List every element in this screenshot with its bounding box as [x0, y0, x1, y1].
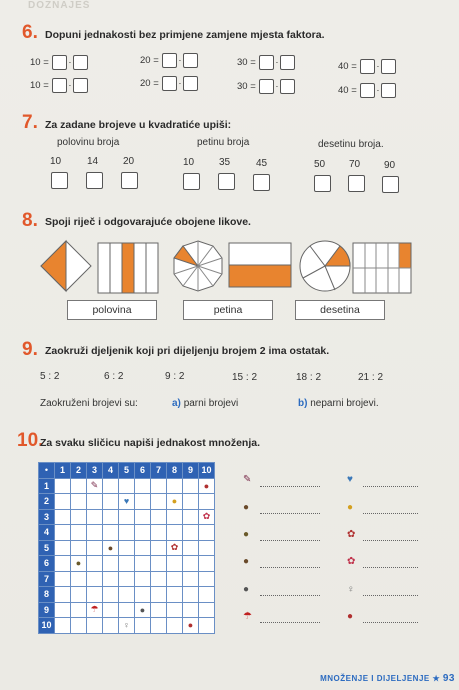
- num-90: 90: [384, 160, 396, 171]
- answer-box[interactable]: [253, 174, 270, 191]
- division-item[interactable]: 5 : 2: [40, 371, 60, 382]
- row-header: 4: [39, 525, 55, 541]
- num-45: 45: [256, 158, 268, 169]
- eq-8: 40 = ·: [338, 83, 397, 98]
- exercise-9-title: Zaokruži djeljenik koji pri dijeljenju brojem 2 ima ostatak.: [45, 345, 330, 357]
- answer-line[interactable]: [260, 594, 320, 596]
- ball-icon: ●: [243, 529, 250, 540]
- answer-line[interactable]: [260, 566, 320, 568]
- answer-box[interactable]: [73, 55, 88, 70]
- bug-icon: ●: [243, 584, 250, 595]
- eq-5: 10 = ·: [30, 78, 89, 93]
- answer-box[interactable]: [280, 79, 295, 94]
- row-header: 3: [39, 509, 55, 525]
- shapes-row: [0, 236, 459, 296]
- flower-icon: ✿: [199, 509, 215, 525]
- answer-box[interactable]: [381, 83, 396, 98]
- col-header: 3: [87, 463, 103, 479]
- col-header: 5: [119, 463, 135, 479]
- row-header: 6: [39, 556, 55, 572]
- bird-icon: ♥: [347, 474, 353, 485]
- num-10b: 10: [183, 157, 195, 168]
- answer-box[interactable]: [162, 76, 177, 91]
- answer-box[interactable]: [218, 173, 235, 190]
- answer-box[interactable]: [183, 173, 200, 190]
- snail-icon: ●: [103, 540, 119, 556]
- key-icon: ♀: [347, 584, 355, 595]
- division-item[interactable]: 18 : 2: [296, 372, 322, 383]
- num-70: 70: [349, 159, 361, 170]
- answer-line[interactable]: [260, 539, 320, 541]
- answer-box[interactable]: [52, 55, 67, 70]
- key-icon: ♀: [119, 618, 135, 634]
- answer-box[interactable]: [162, 53, 177, 68]
- division-item[interactable]: 21 : 2: [358, 372, 384, 383]
- num-35: 35: [219, 157, 231, 168]
- answer-box[interactable]: [381, 59, 396, 74]
- exercise-10-title: Za svaku sličicu napiši jednakost množenja.: [40, 437, 260, 449]
- option-a[interactable]: a) parni brojevi: [172, 398, 239, 409]
- answer-box[interactable]: [259, 55, 274, 70]
- group-label-tenth: desetinu broja.: [318, 139, 384, 150]
- top-header-fragment: [0, 0, 459, 14]
- bug-icon: ●: [135, 602, 151, 618]
- exercise-8-title: Spoji riječ i odgovarajuće obojene likove.: [45, 216, 251, 228]
- col-header: 8: [167, 463, 183, 479]
- answer-line[interactable]: [260, 621, 320, 623]
- grid-corner: •: [39, 463, 55, 479]
- answer-box[interactable]: [360, 83, 375, 98]
- circle-shape: [300, 241, 350, 291]
- num-20: 20: [123, 156, 135, 167]
- eq-1: 10 = ·: [30, 55, 89, 70]
- row-header: 8: [39, 587, 55, 603]
- division-item[interactable]: 6 : 2: [104, 371, 124, 382]
- row-header: 2: [39, 494, 55, 510]
- exercise-10-number: 10.: [17, 430, 44, 451]
- answer-box[interactable]: [86, 172, 103, 189]
- answer-box[interactable]: [280, 55, 295, 70]
- exercise-7-title: Za zadane brojeve u kvadratiće upiši:: [45, 119, 232, 131]
- col-header: 6: [135, 463, 151, 479]
- eq-6: 20 = ·: [140, 76, 199, 91]
- division-item[interactable]: 15 : 2: [232, 372, 258, 383]
- bird-icon: ♥: [119, 494, 135, 510]
- row-header: 9: [39, 602, 55, 618]
- answer-line[interactable]: [363, 621, 418, 623]
- exercise-9-number: 9.: [22, 339, 38, 360]
- striped-rectangle: [98, 243, 158, 293]
- flower-icon: ✿: [167, 540, 183, 556]
- answer-line[interactable]: [363, 566, 418, 568]
- answer-box[interactable]: [314, 175, 331, 192]
- answer-line[interactable]: [363, 594, 418, 596]
- tenth-grid-shape: [353, 243, 411, 293]
- col-header: 2: [71, 463, 87, 479]
- answer-line[interactable]: [260, 485, 320, 487]
- col-header: 4: [103, 463, 119, 479]
- tree-icon: ✿: [347, 556, 356, 567]
- header-text: DOZNAJEŠ: [28, 0, 91, 11]
- answer-line[interactable]: [363, 539, 418, 541]
- col-header: 7: [151, 463, 167, 479]
- col-header: 1: [55, 463, 71, 479]
- answer-box[interactable]: [183, 53, 198, 68]
- eq-3: 30 = ·: [237, 55, 296, 70]
- num-14: 14: [87, 156, 99, 167]
- row-header: 7: [39, 571, 55, 587]
- umbrella-icon: ☂: [87, 602, 103, 618]
- answer-box[interactable]: [121, 172, 138, 189]
- exercise-6-number: 6.: [22, 22, 38, 43]
- lightbulb-icon: ●: [347, 502, 354, 513]
- group-label-half: polovinu broja: [57, 137, 120, 148]
- answer-line[interactable]: [363, 485, 418, 487]
- exercise-6-title: Dopuni jednakosti bez primjene zamjene mjesta faktora.: [45, 29, 325, 41]
- division-item[interactable]: 9 : 2: [165, 371, 185, 382]
- half-rectangle: [229, 243, 291, 287]
- eq-2: 20 = ·: [140, 53, 199, 68]
- diamond-shape: [41, 241, 91, 291]
- answer-box[interactable]: [73, 78, 88, 93]
- bug-icon: ●: [199, 478, 215, 494]
- acorn-icon: ●: [243, 502, 250, 513]
- num-10: 10: [50, 156, 62, 167]
- option-b[interactable]: b) neparni brojevi.: [298, 398, 379, 409]
- answer-prefix: Zaokruženi brojevi su:: [40, 398, 138, 409]
- answer-box[interactable]: [52, 78, 67, 93]
- feather-icon: ✎: [243, 474, 252, 485]
- exercise-7-number: 7.: [22, 112, 38, 133]
- flower-icon: ✿: [347, 529, 356, 540]
- snail-icon: ●: [243, 556, 250, 567]
- answer-box[interactable]: [382, 176, 399, 193]
- ball-icon: ●: [71, 556, 87, 572]
- answer-box[interactable]: [348, 175, 365, 192]
- feather-icon: ✎: [87, 478, 103, 494]
- group-label-fifth: petinu broja: [197, 137, 250, 148]
- row-header: 1: [39, 478, 55, 494]
- col-header: 9: [183, 463, 199, 479]
- word-polovina[interactable]: polovina: [67, 300, 157, 320]
- eq-7: 30 = ·: [237, 79, 296, 94]
- answer-box[interactable]: [51, 172, 68, 189]
- answer-box[interactable]: [183, 76, 198, 91]
- row-header: 10: [39, 618, 55, 634]
- lightbulb-icon: ●: [167, 494, 183, 510]
- coordinate-grid: [38, 462, 215, 634]
- answer-line[interactable]: [260, 512, 320, 514]
- col-header: 10: [199, 463, 215, 479]
- answer-line[interactable]: [363, 512, 418, 514]
- shell-icon: ●: [183, 618, 199, 634]
- answer-box[interactable]: [360, 59, 375, 74]
- num-50: 50: [314, 159, 326, 170]
- word-desetina[interactable]: desetina: [295, 300, 385, 320]
- word-petina[interactable]: petina: [183, 300, 273, 320]
- shell-icon: ●: [347, 611, 354, 622]
- umbrella-icon: ☂: [243, 611, 252, 622]
- row-header: 5: [39, 540, 55, 556]
- eq-4: 40 = ·: [338, 59, 397, 74]
- exercise-8-number: 8.: [22, 210, 38, 231]
- answer-box[interactable]: [259, 79, 274, 94]
- page-footer: MNOŽENJE I DIJELJENJE ★ 93: [320, 673, 455, 684]
- decagon-shape: [174, 241, 222, 291]
